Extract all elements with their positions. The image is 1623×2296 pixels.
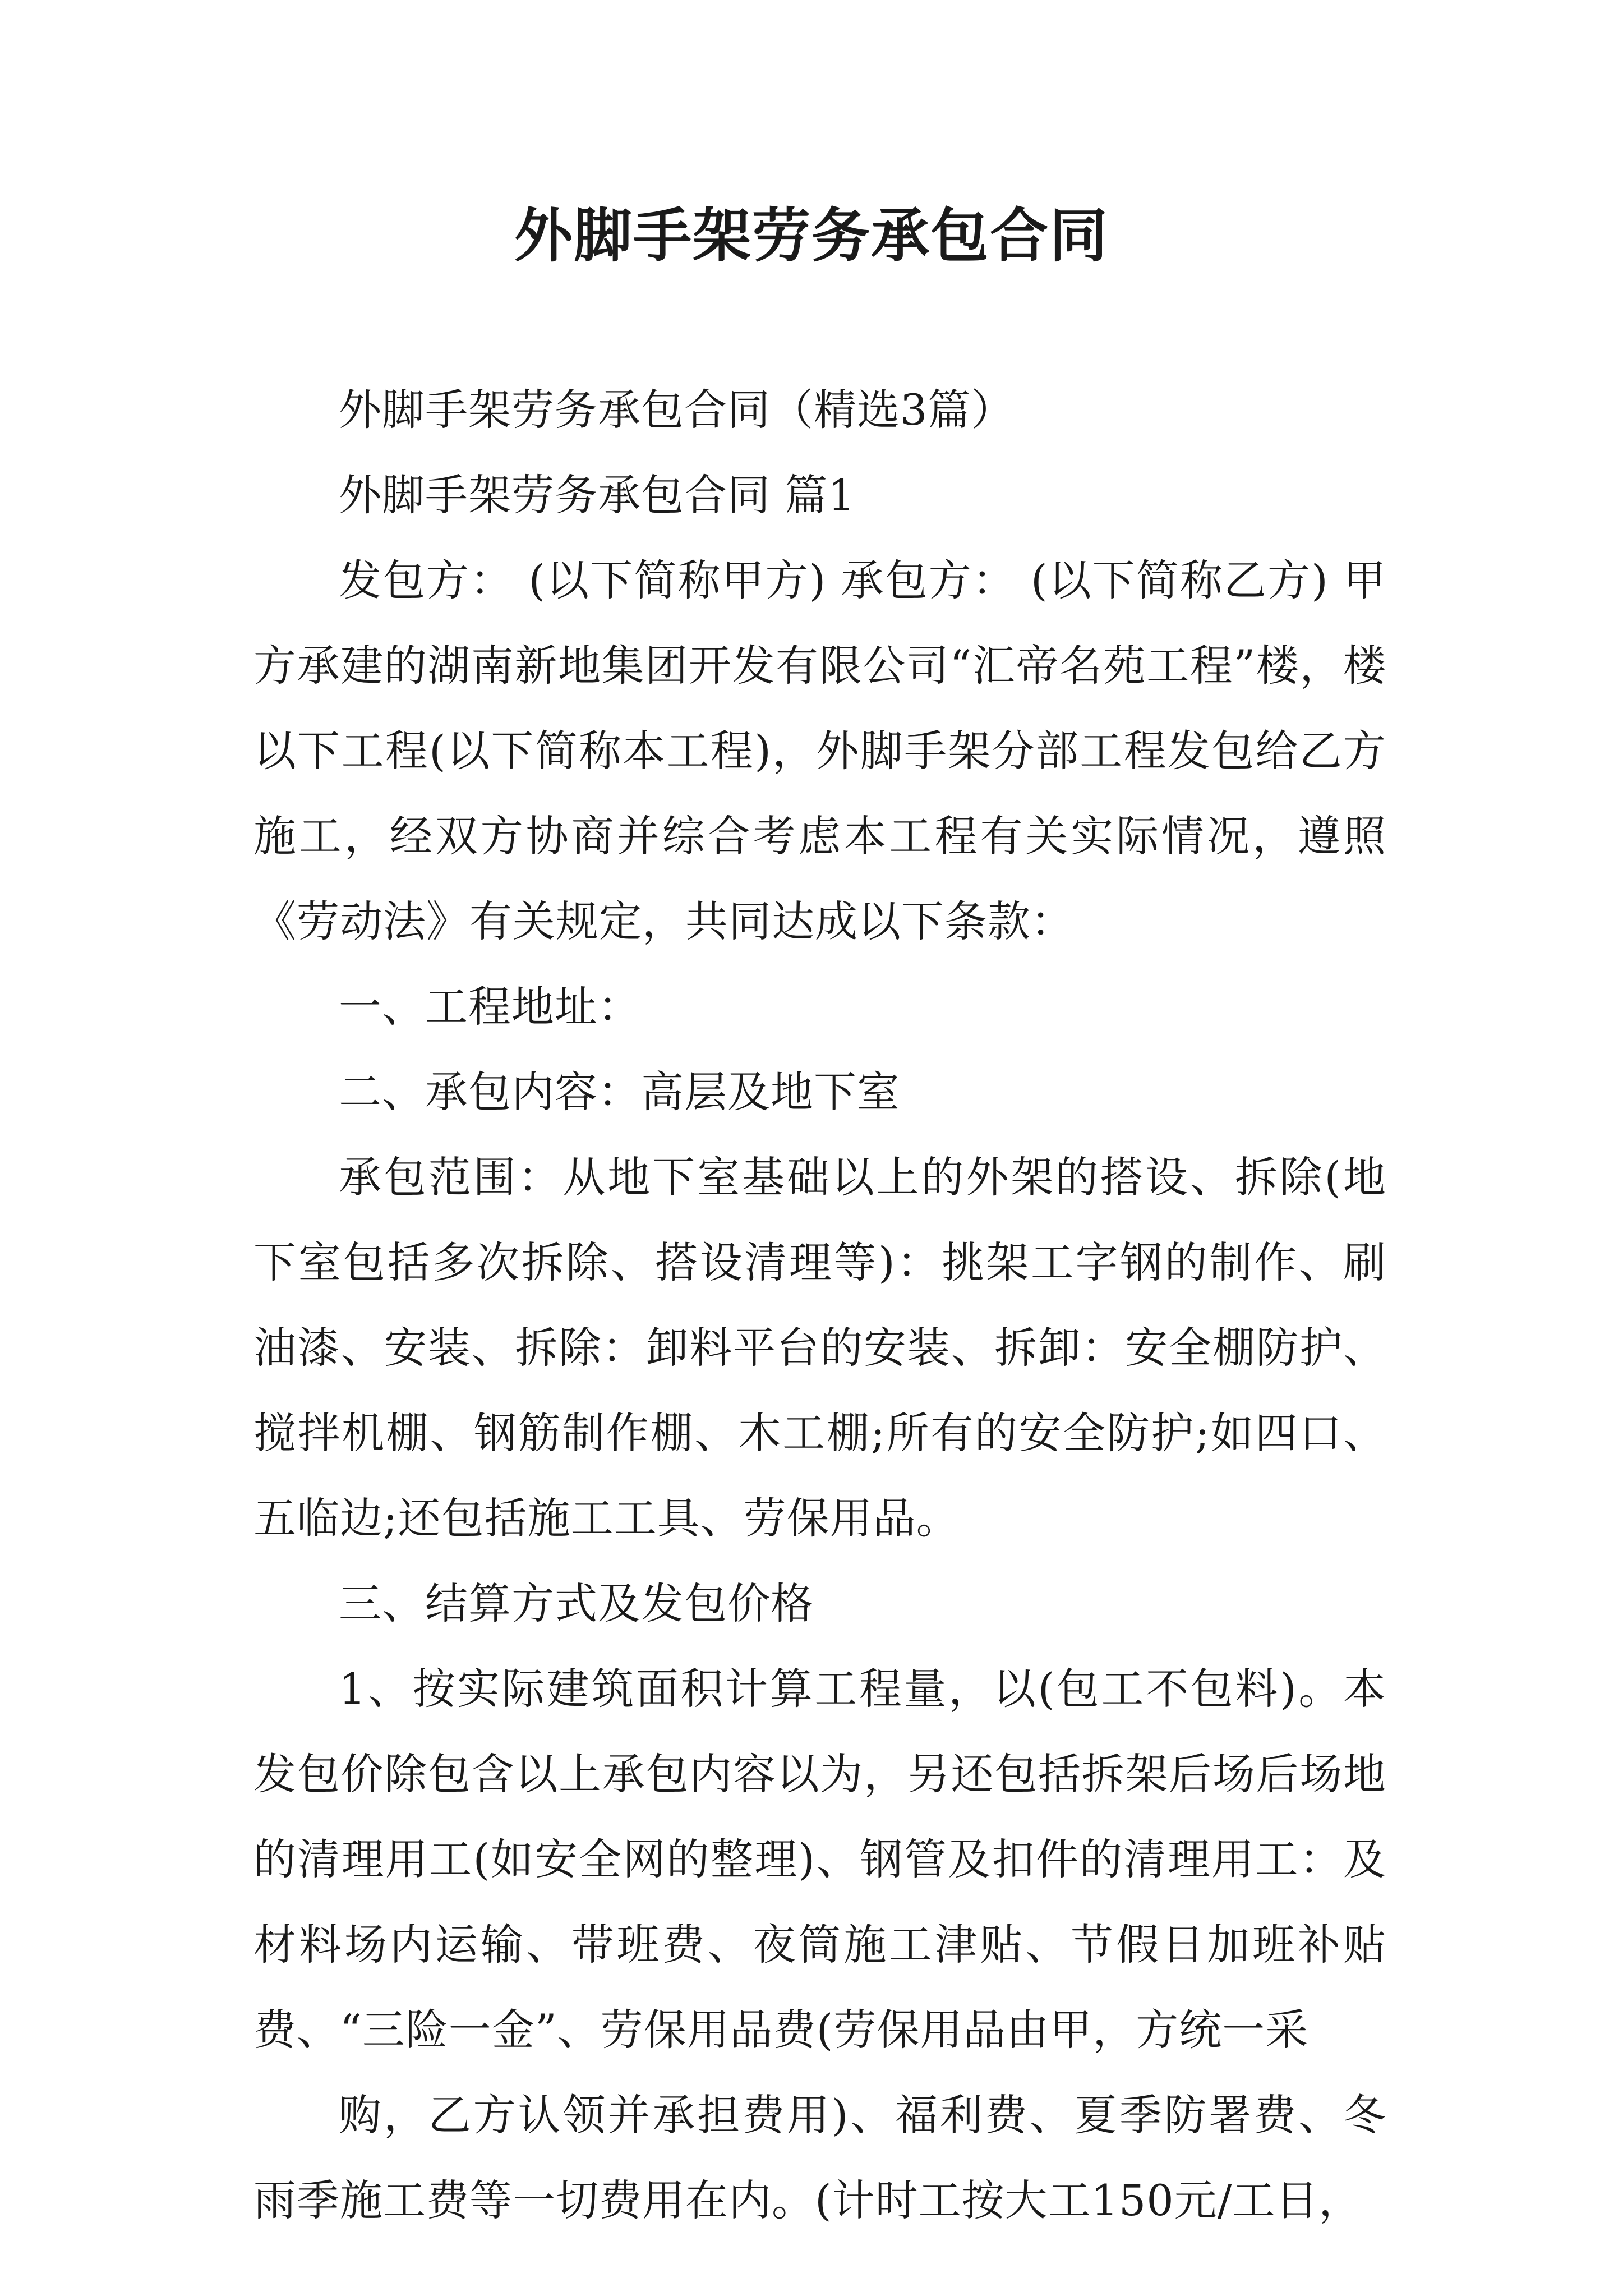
document-title: 外脚手架劳务承包合同 bbox=[514, 201, 1109, 270]
paragraph-parties: 发包方： (以下简称甲方) 承包方： (以下简称乙方) 甲方承建的湖南新地集团开发有限公司“汇帝名苑工程”楼，楼以下工程(以下简称本工程)，外脚手架分部工程发包给乙方施工，经双方协商并综合考虑本工程有关实际情况，遵照《劳动法》有关规定，共同达成以下条款： bbox=[253, 555, 1386, 946]
paragraph-settlement-2: 购，乙方认领并承担费用)、福利费、夏季防署费、冬雨季施工费等一切费用在内。(计时工按大工150元/工日， bbox=[253, 2090, 1386, 2225]
paragraph-settlement-1: 1、按实际建筑面积计算工程量，以(包工不包料)。本发包价除包含以上承包内容以为，另还包括拆架后场后场地的清理用工(如安全网的整理)、钢管及扣件的清理用工：及材料场内运输、带班费、夜筒施工津贴、节假日加班补贴费、“三险一金”、劳保用品费(劳保用品由甲，方统一采 bbox=[253, 1664, 1386, 2055]
paragraph-scope-content: 二、承包内容：高层及地下室 bbox=[339, 1067, 900, 1117]
paragraph-subtitle: 外脚手架劳务承包合同（精选3篇） bbox=[339, 385, 1015, 435]
paragraph-settlement-heading: 三、结算方式及发包价格 bbox=[339, 1579, 814, 1628]
document-body bbox=[253, 367, 1386, 2243]
paragraph-section-heading: 外脚手架劳务承包合同 篇1 bbox=[339, 470, 856, 520]
paragraph-scope-range: 承包范围：从地下室基础以上的外架的搭设、拆除(地下室包括多次拆除、搭设清理等)：挑架工字钢的制作、刷油漆、安装、拆除：卸料平台的安装、拆卸：安全棚防护、搅拌机棚、钢筋制作棚、木工棚;所有的安全防护;如四口、五临边;还包括施工工具、劳保用品。 bbox=[253, 1152, 1386, 1543]
paragraph-address: 一、工程地址： bbox=[339, 982, 641, 1032]
